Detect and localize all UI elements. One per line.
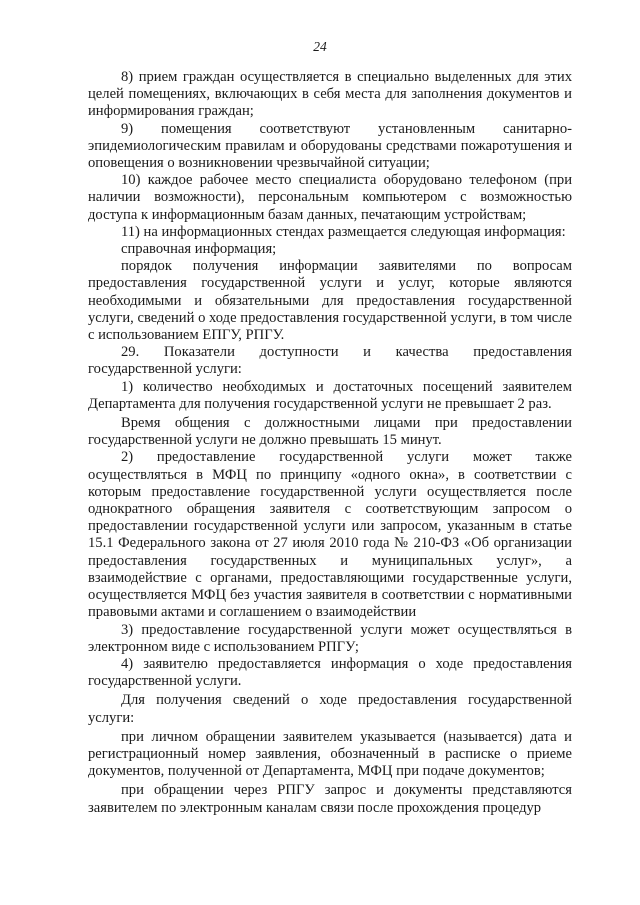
- document-body: [88, 69, 572, 817]
- paragraph-reference-info: справочная информация;: [121, 241, 277, 258]
- paragraph-info-procedure: порядок получения информации заявителями по вопросам предоставления государственной услуги и услуг, которые являются необходимыми и обязательными для предоставления государственной услуги, сведений о ходе предоставления государственной услуги, в том числе с использованием ЕПГУ, РПГУ.: [88, 258, 572, 344]
- paragraph-item-8: 8) прием граждан осуществляется в специально выделенных для этих целей помещениях, включающих в себя места для заполнения документов и информирования граждан;: [88, 69, 572, 120]
- paragraph-indicator-2: 2) предоставление государственной услуги может также осуществляться в МФЦ по принципу «одного окна», в соответствии с которым предоставление государственной услуги осуществляется после однократного обращения заявителя с соответствующим запросом о предоставлении государственной услуги или запросом, указанным в статье 15.1 Федерального закона от 27 июля 2010 года № 210-ФЗ «Об организации предоставления государственных и муниципальных услуг», а взаимодействие с органами, предоставляющими государственные услуги, осуществляется МФЦ без участия заявителя в соответствии с нормативными правовыми актами и соглашением о взаимодействии: [88, 449, 572, 621]
- paragraph-indicator-3: 3) предоставление государственной услуги может осуществляться в электронном виде с использованием РПГУ;: [88, 621, 572, 655]
- paragraph-rpgu-request: при обращении через РПГУ запрос и документы представляются заявителем по электронным каналам связи после прохождения процедур: [88, 782, 572, 816]
- paragraph-indicator-4: 4) заявителю предоставляется информация о ходе предоставления государственной услуги.: [88, 655, 572, 690]
- paragraph-contact-time: Время общения с должностными лицами при предоставлении государственной услуги не должно превышать 15 минут.: [88, 415, 572, 449]
- paragraph-personal-visit: при личном обращении заявителем указывается (называется) дата и регистрационный номер заявления, обозначенный в расписке о приеме документов, полученной от Департамента, МФЦ при подаче документов;: [88, 728, 572, 780]
- paragraph-indicator-1: 1) количество необходимых и достаточных посещений заявителем Департамента для получения государственной услуги не превышает 2 раз.: [88, 378, 572, 412]
- paragraph-section-29: 29. Показатели доступности и качества предоставления государственной услуги:: [88, 344, 572, 378]
- paragraph-status-info: Для получения сведений о ходе предоставления государственной услуги:: [88, 692, 572, 726]
- paragraph-item-10: 10) каждое рабочее место специалиста оборудовано телефоном (при наличии возможности), персональным компьютером с возможностью доступа к информационным базам данных, печатающим устройствам;: [88, 172, 572, 223]
- paragraph-item-11: 11) на информационных стендах размещается следующая информация:: [121, 223, 566, 240]
- paragraph-item-9: 9) помещения соответствуют установленным санитарно-эпидемиологическим правилам и оборудованы средствами пожаротушения и оповещения о возникновении чрезвычайной ситуации;: [88, 120, 572, 172]
- page-number: 24: [313, 39, 327, 54]
